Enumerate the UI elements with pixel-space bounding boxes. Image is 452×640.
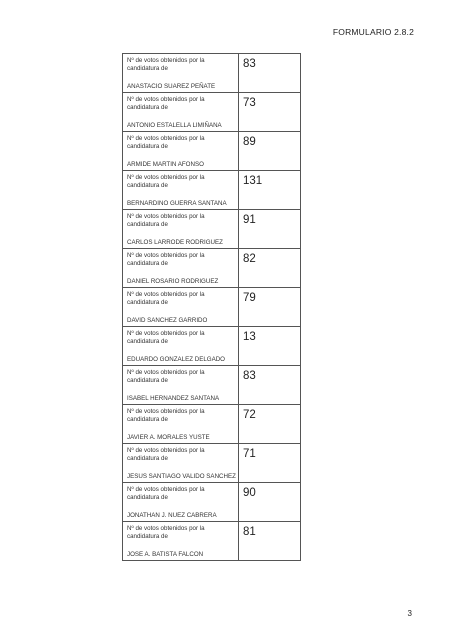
votes-table [122, 53, 301, 561]
votes-value: 71 [243, 448, 256, 460]
votes-caption: Nº de votos obtenidos por la candidatura de [127, 369, 205, 384]
votes-value: 13 [243, 331, 256, 343]
table-row [123, 366, 301, 405]
votes-value: 90 [243, 487, 256, 499]
votes-cell [239, 132, 301, 171]
table-row [123, 405, 301, 444]
form-title: FORMULARIO 2.8.2 [332, 27, 414, 37]
candidate-name: ISABEL HERNANDEZ SANTANA [127, 395, 220, 402]
votes-caption: Nº de votos obtenidos por la candidatura de [127, 447, 205, 462]
votes-value: 73 [243, 97, 256, 109]
votes-cell [239, 483, 301, 522]
votes-cell [239, 288, 301, 327]
votes-cell [239, 444, 301, 483]
votes-caption: Nº de votos obtenidos por la candidatura de [127, 486, 205, 501]
table-row [123, 444, 301, 483]
candidate-name: BERNARDINO GUERRA SANTANA [127, 200, 227, 207]
votes-caption: Nº de votos obtenidos por la candidatura de [127, 135, 205, 150]
candidate-name: ANTONIO ESTALELLA LIMIÑANA [127, 122, 222, 129]
votes-value: 72 [243, 409, 256, 421]
candidate-name: CARLOS LARRODE RODRIGUEZ [127, 239, 223, 246]
votes-value: 91 [243, 214, 256, 226]
votes-caption: Nº de votos obtenidos por la candidatura de [127, 330, 205, 345]
candidate-name: ANASTACIO SUAREZ PEÑATE [127, 83, 216, 90]
candidate-cell [123, 522, 239, 561]
table-row [123, 54, 301, 93]
votes-caption: Nº de votos obtenidos por la candidatura de [127, 213, 205, 228]
votes-value: 79 [243, 292, 256, 304]
votes-value: 81 [243, 526, 256, 538]
votes-caption: Nº de votos obtenidos por la candidatura de [127, 252, 205, 267]
candidate-cell [123, 249, 239, 288]
votes-cell [239, 522, 301, 561]
votes-caption: Nº de votos obtenidos por la candidatura de [127, 525, 205, 540]
votes-cell [239, 93, 301, 132]
candidate-name: JESUS SANTIAGO VALIDO SANCHEZ [127, 473, 236, 480]
candidate-cell [123, 171, 239, 210]
votes-value: 82 [243, 253, 256, 265]
candidate-name: ARMIDE MARTIN AFONSO [127, 161, 204, 168]
candidate-cell [123, 483, 239, 522]
votes-cell [239, 171, 301, 210]
table-row [123, 327, 301, 366]
table-row [123, 483, 301, 522]
table-row [123, 93, 301, 132]
candidate-cell [123, 132, 239, 171]
table-row [123, 249, 301, 288]
votes-caption: Nº de votos obtenidos por la candidatura de [127, 408, 205, 423]
votes-cell [239, 366, 301, 405]
table-row [123, 171, 301, 210]
candidate-name: JONATHAN J. NUEZ CABRERA [127, 512, 217, 519]
page-number: 3 [407, 609, 412, 618]
candidate-name: EDUARDO GONZALEZ DELGADO [127, 356, 225, 363]
votes-value: 131 [243, 175, 263, 187]
votes-cell [239, 249, 301, 288]
candidate-name: JOSE A. BATISTA FALCON [127, 551, 204, 558]
candidate-cell [123, 210, 239, 249]
table-row [123, 522, 301, 561]
candidate-cell [123, 405, 239, 444]
candidate-cell [123, 54, 239, 93]
votes-caption: Nº de votos obtenidos por la candidatura de [127, 291, 205, 306]
table-row [123, 210, 301, 249]
candidate-cell [123, 288, 239, 327]
votes-cell [239, 54, 301, 93]
votes-value: 83 [243, 58, 256, 70]
candidate-cell [123, 327, 239, 366]
votes-caption: Nº de votos obtenidos por la candidatura de [127, 174, 205, 189]
votes-caption: Nº de votos obtenidos por la candidatura de [127, 96, 205, 111]
votes-value: 89 [243, 136, 256, 148]
candidate-cell [123, 444, 239, 483]
table-row [123, 132, 301, 171]
table-row [123, 288, 301, 327]
candidate-name: DAVID SANCHEZ GARRIDO [127, 317, 208, 324]
votes-value: 83 [243, 370, 256, 382]
candidate-cell [123, 366, 239, 405]
votes-cell [239, 327, 301, 366]
votes-cell [239, 405, 301, 444]
candidate-name: JAVIER A. MORALES YUSTE [127, 434, 210, 441]
candidate-name: DANIEL ROSARIO RODRIGUEZ [127, 278, 219, 285]
candidate-cell [123, 93, 239, 132]
votes-caption: Nº de votos obtenidos por la candidatura de [127, 57, 205, 72]
votes-cell [239, 210, 301, 249]
